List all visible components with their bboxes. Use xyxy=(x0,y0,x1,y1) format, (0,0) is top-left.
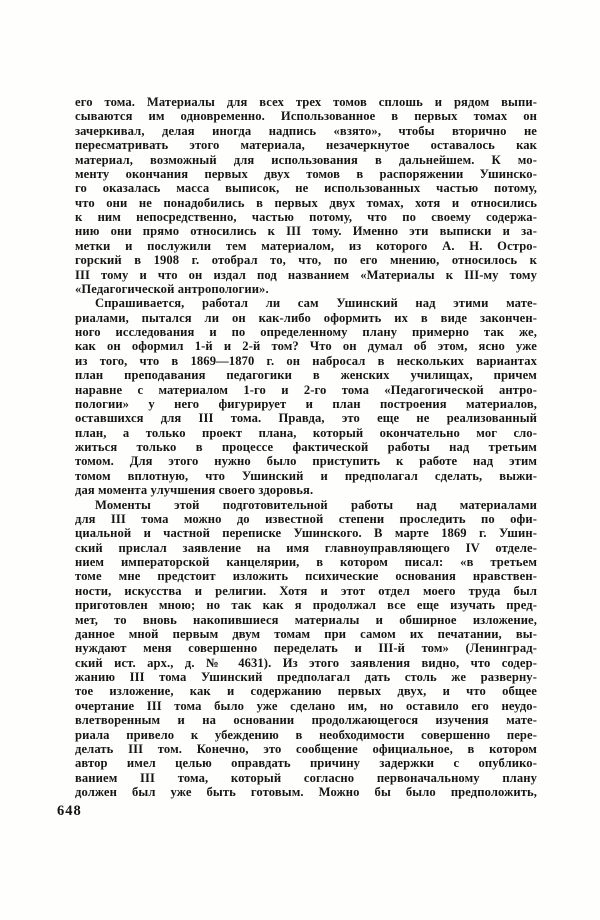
text-line: жанию III тома Ушинский предполагал дать столь же разверну- xyxy=(75,670,537,684)
text-line: для III тома можно до известной степени проследить по офи- xyxy=(75,511,537,526)
text-line: пересматривать этого материала, незачеркнутое оставалось как xyxy=(75,138,537,153)
text-line: томом. Для этого нужно было приступить к работе над этим xyxy=(75,454,537,469)
text-line: горский в 1908 г. отобрал то, что, по его мнению, относилось к xyxy=(75,253,537,268)
text-line: наравне с материалом 1-го и 2-го тома «Педагогической антро- xyxy=(75,382,537,397)
text-line: нием императорской канцелярии, в котором писал: «в третьем xyxy=(75,555,537,569)
text-line: житься только в процессе фактической работы над третьим xyxy=(75,440,537,454)
text-line: риала привело к убеждению в необходимости совершенно пере- xyxy=(75,727,537,742)
text-line: риалами, пытался ли он как-либо оформить их в виде закончен- xyxy=(75,310,537,325)
text-line: Спрашивается, работал ли сам Ушинский над этими мате- xyxy=(95,296,537,311)
text-line: Моменты этой подготовительной работы над материалами xyxy=(95,497,537,512)
text-line: ности, искусства и религии. Хотя и этот отдел моего труда был xyxy=(75,583,537,598)
text-line: томе мне предстоит изложить психические основания нравствен- xyxy=(75,569,537,584)
text-line: очертание III тома было уже сделано им, но оставило его неудо- xyxy=(75,698,537,713)
text-line: должен был уже быть готовым. Можно бы было предположить, xyxy=(75,785,537,799)
text-line: что они не понадобились в первых двух томах, хотя и относились xyxy=(75,195,537,210)
paragraph xyxy=(75,498,537,800)
text-line: делать III том. Конечно, это сообщение официальное, в котором xyxy=(75,741,537,756)
text-line: зачеркивал, делая иногда надпись «взято», чтобы вторично не xyxy=(75,123,537,138)
text-line: менту окончания первых двух томов в распоряжении Ушинско- xyxy=(75,166,537,181)
text-line: материал, возможный для использования в дальнейшем. К мо- xyxy=(75,152,537,167)
text-line: томом вплотную, что Ушинский и предполагал сделать, выжи- xyxy=(75,468,537,483)
text-line: оставшихся для III тома. Правда, это еще не реализованный xyxy=(75,411,537,426)
text-line: план преподавания педагогики в женских училищах, причем xyxy=(75,368,537,383)
text-line: автор имел целью оправдать причину задержки с опублико- xyxy=(75,756,537,771)
page-number: 648 xyxy=(57,803,82,819)
text-line: данное мной первым двум томам при самом их печатании, вы- xyxy=(75,626,537,641)
paragraph xyxy=(75,296,537,497)
text-line: пологии» у него фигурирует и план построения материалов, xyxy=(75,396,537,411)
text-line: ский ист. арх., д. № 4631). Из этого заявления видно, что содер- xyxy=(75,655,537,670)
body-text xyxy=(75,95,537,799)
text-line: его тома. Материалы для всех трех томов сплошь и рядом выпи- xyxy=(75,95,537,109)
text-line: нию они прямо относились к III тому. Именно эти выписки и за- xyxy=(75,224,537,239)
text-line: ванием III тома, который согласно первоначальному плану xyxy=(75,770,537,785)
text-line: как он оформил 1-й и 2-й том? Что он думал об этом, ясно уже xyxy=(75,339,537,354)
text-line: из того, что в 1869—1870 г. он набросал в нескольких вариантах xyxy=(75,353,537,368)
text-line: сываются им одновременно. Использованное в первых томах он xyxy=(75,109,537,124)
text-line: тое изложение, как и содержанию первых двух, и что общее xyxy=(75,684,537,699)
paragraph xyxy=(75,95,537,296)
text-line: приготовлен мною; но так как я продолжал все еще изучать пред- xyxy=(75,598,537,613)
text-line: циальной и частной переписке Ушинского. В марте 1869 г. Ушин- xyxy=(75,526,537,541)
text-line: план, а только проект плана, который окончательно мог сло- xyxy=(75,425,537,440)
text-line: к ним непосредственно, частью потому, что по своему содержа- xyxy=(75,210,537,224)
text-line: дая момента улучшения своего здоровья. xyxy=(75,483,314,498)
text-line: влетворенным и на основании продолжающегося изучения мате- xyxy=(75,713,537,728)
text-line: нуждают меня совершенно переделать и III-й том» (Ленинград- xyxy=(75,641,537,656)
text-line: ного исследования и по определенному плану примерно так же, xyxy=(75,325,537,339)
text-line: III тому и что он издал под названием «Материалы к III-му тому xyxy=(75,267,537,282)
text-line: метки и послужили тем материалом, из которого А. Н. Остро- xyxy=(75,238,537,253)
text-line: «Педагогической антропологии». xyxy=(75,281,269,296)
text-line: мет, то вновь накопившиеся материалы и обширное изложение, xyxy=(75,612,537,627)
text-line: ский прислал заявление на имя главноуправляющего IV отделе- xyxy=(75,540,537,555)
text-line: го оказалась масса выписок, не использованных частью потому, xyxy=(75,181,537,196)
